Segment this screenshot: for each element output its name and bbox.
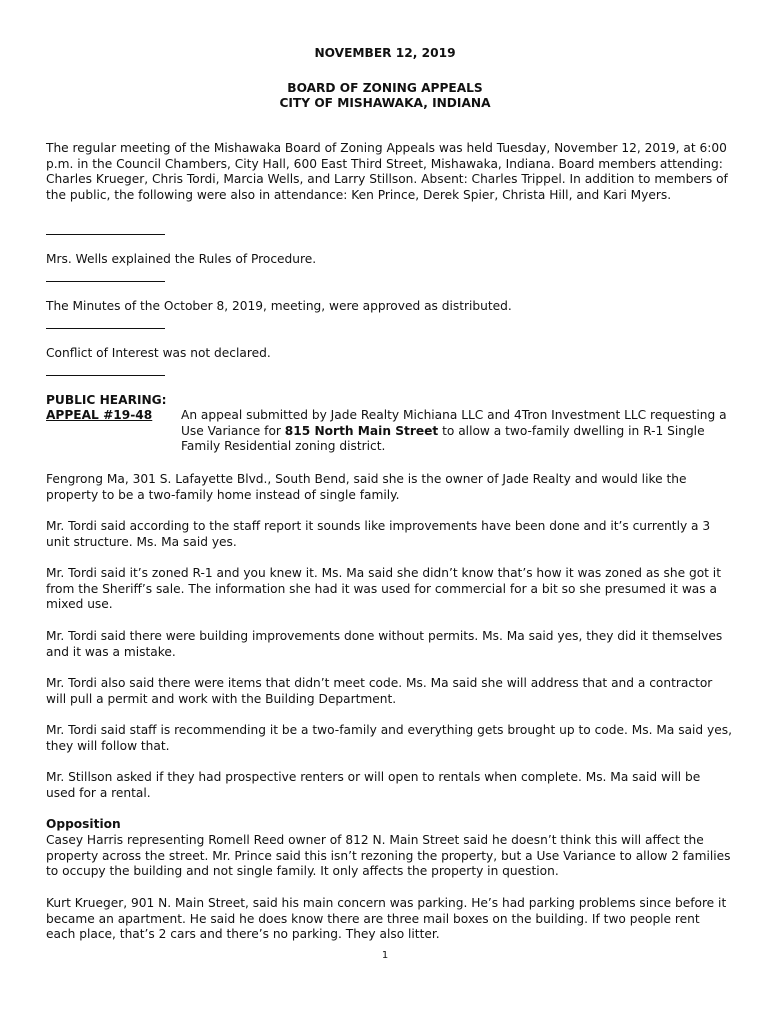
paragraph-tordi-staff: Mr. Tordi said staff is recommending it be a two-family and everything gets brought up to code. Ms. Ma said yes, they will follow that. [46,723,732,753]
krueger-paragraph: Kurt Krueger, 901 N. Main Street, said his main concern was parking. He’s had parking problems since before it became an apartment. He said he does know there are three mail boxes on the building. If two people rent each place, that’s 2 cars and there’s no parking. They also litter. [46,896,727,942]
minutes-paragraph: The Minutes of the October 8, 2019, meeting, were approved as distributed. [46,299,512,313]
appeal-label: APPEAL #19-48 [46,408,153,422]
intro-paragraph: The regular meeting of the Mishawaka Board of Zoning Appeals was held Tuesday, November 12, 2019, at 6:00 p.m. in the Council Chambers, City Hall, 600 East Third Street, Mishawaka, Indiana. Board members attending: Charles Krueger, Chris Tordi, Marcia Wells, and Larry Stillson. Absent: Charles Trippel. In addition to members of the public, the following were also in attendance: Ken Prince, Derek Spier, Christa Hill, and Kari Myers. [46,141,728,202]
paragraph-ma-intro: Fengrong Ma, 301 S. Lafayette Blvd., South Bend, said she is the owner of Jade Realty and would like the property to be a two-family home instead of single family. [46,472,687,502]
board-title: BOARD OF ZONING APPEALS [287,81,483,95]
opposition-heading: Opposition [46,817,121,831]
paragraph-tordi-improvements: Mr. Tordi said according to the staff report it sounds like improvements have been done and it’s currently a 3 unit structure. Ms. Ma said yes. [46,519,711,549]
conflict-paragraph: Conflict of Interest was not declared. [46,346,271,360]
separator-line [46,281,165,282]
appeal-text-part1: An appeal submitted by Jade Realty Michiana LLC and 4Tron Investment LLC requesting a Use Variance for [181,408,727,438]
separator-line [46,375,165,376]
appeal-address: 815 North Main Street [284,423,439,438]
paragraph-tordi-zoning: Mr. Tordi said it’s zoned R-1 and you knew it. Ms. Ma said she didn’t know that’s how it was zoned as she got it from the Sheriff’s sale. The information she had it was used for commercial for a bit so she presumed it was a mixed use. [46,566,721,612]
page-number: 1 [381,950,389,961]
city-title: CITY OF MISHAWAKA, INDIANA [279,96,491,110]
meeting-date: NOVEMBER 12, 2019 [314,46,456,60]
separator-line [46,234,165,235]
paragraph-stillson-renters: Mr. Stillson asked if they had prospective renters or will open to rentals when complete. Ms. Ma said will be used for a rental. [46,770,701,800]
separator-line [46,328,165,329]
paragraph-tordi-code: Mr. Tordi also said there were items that didn’t meet code. Ms. Ma said she will address that and a contractor will pull a permit and work with the Building Department. [46,676,713,706]
paragraph-tordi-permits: Mr. Tordi said there were building improvements done without permits. Ms. Ma said yes, they did it themselves and it was a mistake. [46,629,723,659]
public-hearing-heading: PUBLIC HEARING: [46,393,167,407]
appeal-text-part2: to allow a two-family dwelling in R-1 Single Family Residential zoning district. [181,423,705,454]
appeal-description [181,408,741,455]
rules-paragraph: Mrs. Wells explained the Rules of Procedure. [46,252,317,266]
opposition-paragraph: Casey Harris representing Romell Reed owner of 812 N. Main Street said he doesn’t think this will affect the property across the street. Mr. Prince said this isn’t rezoning the property, but a Use Variance to allow 2 families to occupy the building and not single family. It only affects the property in question. [46,833,731,879]
